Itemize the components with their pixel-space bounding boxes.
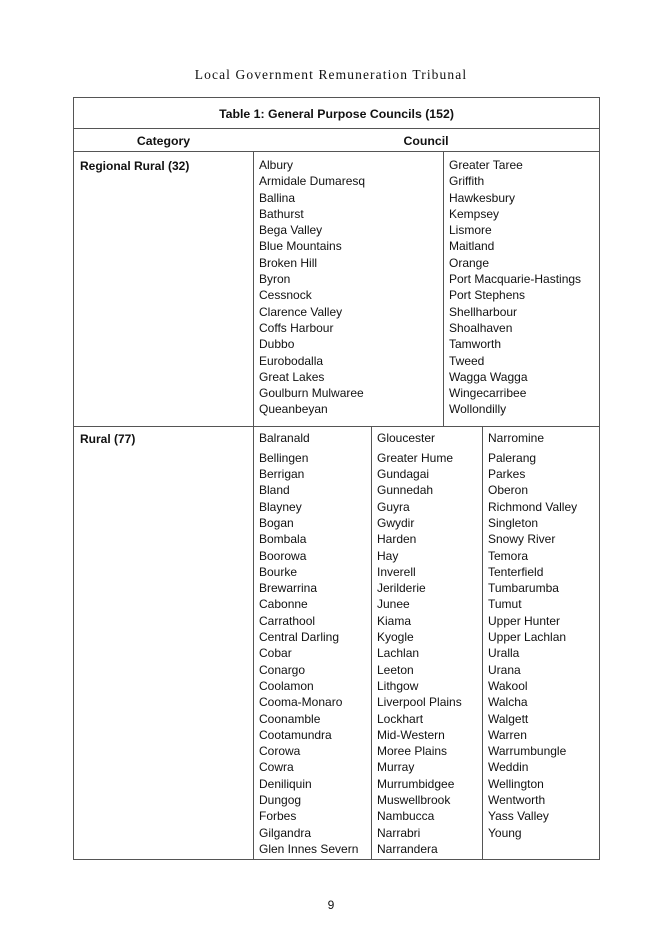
council-name: Greater Taree bbox=[449, 158, 523, 172]
council-name: Wentworth bbox=[488, 793, 546, 808]
section-divider bbox=[74, 426, 599, 427]
council-name: Shoalhaven bbox=[449, 320, 513, 335]
council-name: Jerilderie bbox=[377, 581, 426, 596]
rural-list-2 bbox=[377, 430, 462, 857]
council-name: Blue Mountains bbox=[259, 239, 342, 254]
council-name: Lockhart bbox=[377, 711, 424, 726]
council-name: Upper Lachlan bbox=[488, 630, 567, 645]
council-name: Singleton bbox=[488, 515, 539, 530]
council-name: Port Stephens bbox=[449, 288, 526, 303]
rural-list-1 bbox=[259, 430, 358, 857]
council-name: Palerang bbox=[488, 450, 537, 465]
council-name: Deniliquin bbox=[259, 776, 312, 791]
council-name: Wagga Wagga bbox=[449, 369, 528, 384]
council-name: Gundagai bbox=[377, 467, 430, 482]
council-name: Liverpool Plains bbox=[377, 695, 462, 710]
council-name: Walcha bbox=[488, 695, 528, 710]
council-name: Coonamble bbox=[259, 711, 321, 726]
council-name: Temora bbox=[488, 548, 529, 563]
council-name: Walgett bbox=[488, 711, 529, 726]
council-name: Coolamon bbox=[259, 678, 314, 693]
council-name: Corowa bbox=[259, 744, 301, 759]
column-header-category: Category bbox=[136, 134, 191, 148]
council-name: Port Macquarie-Hastings bbox=[449, 272, 582, 287]
council-name: Wollondilly bbox=[449, 402, 507, 417]
council-name: Murray bbox=[377, 760, 415, 775]
council-name: Bourke bbox=[259, 564, 298, 579]
rural-column-divider-1 bbox=[371, 426, 372, 859]
council-name: Dubbo bbox=[259, 337, 295, 352]
council-name: Parkes bbox=[488, 467, 526, 482]
council-name: Bellingen bbox=[259, 450, 309, 465]
council-name: Cooma-Monaro bbox=[259, 695, 343, 710]
council-name: Conargo bbox=[259, 662, 306, 677]
council-name: Cabonne bbox=[259, 597, 308, 612]
category-column-divider bbox=[253, 151, 254, 859]
council-name: Boorowa bbox=[259, 548, 307, 563]
council-name: Upper Hunter bbox=[488, 613, 561, 628]
table-caption: Table 1: General Purpose Councils (152) bbox=[219, 107, 454, 121]
council-name: Eurobodalla bbox=[259, 353, 324, 368]
council-name: Narromine bbox=[488, 431, 545, 445]
running-header: Local Government Remuneration Tribunal bbox=[194, 67, 468, 82]
council-name: Junee bbox=[377, 597, 410, 612]
council-name: Shellharbour bbox=[449, 304, 518, 319]
council-name: Blayney bbox=[259, 499, 302, 514]
rural-list-3 bbox=[488, 430, 577, 841]
council-name: Wakool bbox=[488, 678, 528, 693]
council-name: Wellington bbox=[488, 776, 544, 791]
council-name: Orange bbox=[449, 255, 490, 270]
regional-rural-list-2 bbox=[449, 157, 581, 418]
council-name: Inverell bbox=[377, 564, 416, 579]
page-number: 9 bbox=[327, 898, 335, 912]
council-name: Berrigan bbox=[259, 467, 305, 482]
council-name: Tweed bbox=[449, 353, 485, 368]
category-regional-rural: Regional Rural (32) bbox=[80, 159, 190, 173]
council-name: Gloucester bbox=[377, 431, 436, 445]
council-name: Uralla bbox=[488, 646, 520, 661]
council-name: Hawkesbury bbox=[449, 190, 516, 205]
council-name: Hay bbox=[377, 548, 399, 563]
council-name: Maitland bbox=[449, 239, 495, 254]
council-name: Central Darling bbox=[259, 630, 340, 645]
council-name: Weddin bbox=[488, 760, 529, 775]
council-name: Brewarrina bbox=[259, 581, 318, 596]
council-name: Bland bbox=[259, 483, 290, 498]
council-name: Cowra bbox=[259, 760, 294, 775]
council-name: Narrandera bbox=[377, 841, 438, 856]
council-name: Cobar bbox=[259, 646, 292, 661]
council-name: Queanbeyan bbox=[259, 402, 328, 417]
council-name: Griffith bbox=[449, 174, 485, 189]
council-name: Yass Valley bbox=[488, 809, 549, 824]
council-name: Urana bbox=[488, 662, 521, 677]
council-name: Lachlan bbox=[377, 646, 420, 661]
council-name: Byron bbox=[259, 272, 291, 287]
council-name: Cootamundra bbox=[259, 727, 332, 742]
council-name: Balranald bbox=[259, 431, 310, 445]
council-name: Murrumbidgee bbox=[377, 776, 455, 791]
council-name: Dungog bbox=[259, 793, 302, 808]
council-name: Young bbox=[488, 825, 522, 840]
council-name: Coffs Harbour bbox=[259, 320, 334, 335]
category-rural: Rural (77) bbox=[80, 432, 136, 446]
council-name: Carrathool bbox=[259, 613, 316, 628]
council-name: Oberon bbox=[488, 483, 529, 498]
council-name: Tumut bbox=[488, 597, 522, 612]
council-name: Great Lakes bbox=[259, 369, 325, 384]
council-name: Richmond Valley bbox=[488, 499, 578, 514]
council-name: Kyogle bbox=[377, 630, 414, 645]
council-name: Lismore bbox=[449, 223, 492, 238]
councils-table bbox=[73, 97, 600, 860]
council-name: Harden bbox=[377, 532, 417, 547]
council-name: Guyra bbox=[377, 499, 410, 514]
column-header-council: Council bbox=[403, 134, 449, 148]
council-name: Tamworth bbox=[449, 337, 502, 352]
council-name: Glen Innes Severn bbox=[259, 841, 359, 856]
council-name: Bogan bbox=[259, 515, 294, 530]
council-name: Cessnock bbox=[259, 288, 312, 303]
council-name: Clarence Valley bbox=[259, 304, 343, 319]
council-name: Tenterfield bbox=[488, 564, 544, 579]
caption-divider bbox=[74, 128, 599, 129]
council-name: Lithgow bbox=[377, 678, 419, 693]
council-name: Broken Hill bbox=[259, 255, 318, 270]
council-name: Bega Valley bbox=[259, 223, 323, 238]
council-name: Greater Hume bbox=[377, 450, 454, 465]
council-name: Nambucca bbox=[377, 809, 435, 824]
council-name: Albury bbox=[259, 158, 294, 172]
regional-rural-list-1 bbox=[259, 157, 365, 418]
council-name: Leeton bbox=[377, 662, 414, 677]
council-name: Wingecarribee bbox=[449, 386, 527, 401]
header-divider bbox=[74, 151, 599, 152]
council-name: Warrumbungle bbox=[488, 744, 567, 759]
council-name: Bombala bbox=[259, 532, 307, 547]
council-name: Snowy River bbox=[488, 532, 556, 547]
council-name: Warren bbox=[488, 727, 527, 742]
council-name: Bathurst bbox=[259, 206, 304, 221]
council-name: Tumbarumba bbox=[488, 581, 559, 596]
rural-column-divider-2 bbox=[482, 426, 483, 859]
council-name: Goulburn Mulwaree bbox=[259, 386, 364, 401]
regional-column-divider bbox=[443, 151, 444, 426]
council-name: Muswellbrook bbox=[377, 793, 451, 808]
council-name: Narrabri bbox=[377, 825, 421, 840]
council-name: Mid-Western bbox=[377, 727, 445, 742]
council-name: Kiama bbox=[377, 613, 412, 628]
council-name: Gilgandra bbox=[259, 825, 312, 840]
council-name: Gunnedah bbox=[377, 483, 434, 498]
council-name: Ballina bbox=[259, 190, 296, 205]
council-name: Gwydir bbox=[377, 515, 415, 530]
council-name: Armidale Dumaresq bbox=[259, 174, 366, 189]
council-name: Kempsey bbox=[449, 206, 500, 221]
council-name: Moree Plains bbox=[377, 744, 448, 759]
council-name: Forbes bbox=[259, 809, 297, 824]
